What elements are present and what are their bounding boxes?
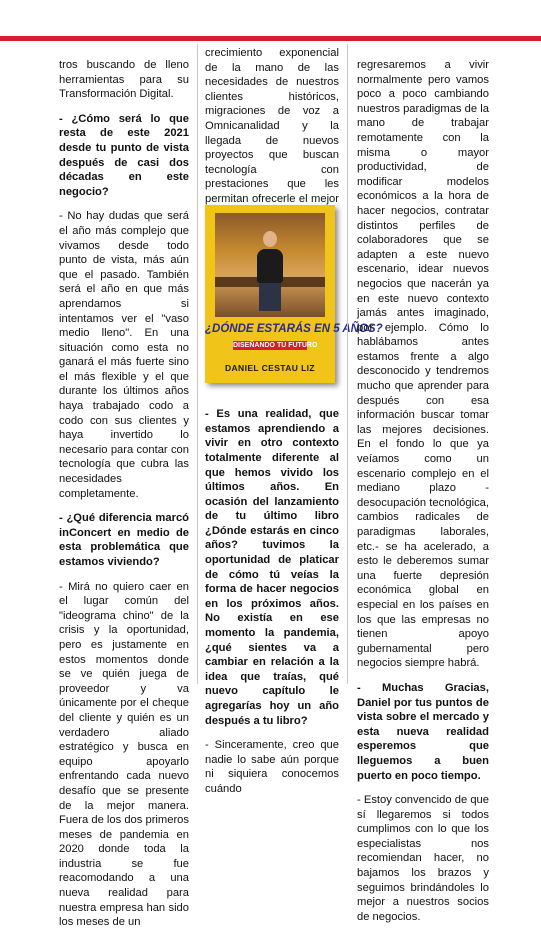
- column-divider: [197, 44, 198, 684]
- column-1: [59, 58, 189, 940]
- person-head-shape: [263, 231, 277, 247]
- interview-question: - Muchas Gracias, Daniel por tus puntos de vista sobre el mercado y esta nueva realidad esperemos que lleguemos a buen puerto en poco tiempo.: [357, 681, 489, 782]
- person-body-shape: [257, 249, 283, 283]
- column-3: [357, 58, 489, 934]
- book-cover-image: [205, 205, 383, 383]
- top-red-bar: [0, 36, 541, 41]
- column-2: [205, 46, 383, 807]
- interview-answer: - Mirá no quiero caer en el lugar común del "ideograma chino" de la crisis y la oportunidad, pero es justamente en estos momentos donde se ve quién juega de proveedor y va únicamente por el cheque del cliente y quién es un verdadero aliado estratégico y busca en equipo apoyarlo enfrentando cada nuevo desafío que se presente de la mejor manera. Fuera de los dos primeros meses de pandemia en 2020 donde toda la industria se fue reacomodando a una nueva realidad para nuestra empresa han sido los meses de un: [59, 580, 189, 929]
- interview-answer: - No hay dudas que será el año más complejo que vivamos desde todo punto de vista, más aún que el pasado. También será el año en que más aprendamos si intentamos ver el "vaso medio lleno". En una situación como esta no ganará el más fuerte sino el más flexible y el que durante los últimos años haya trabajado codo a codo con sus clientes y haya invertido lo necesario para contar con tecnología que cubra las necesidades completamente.: [59, 210, 189, 500]
- interview-question: - ¿Cómo será lo que resta de este 2021 desde tu punto de vista después de casi dos décadas en este negocio?: [59, 112, 189, 198]
- paragraph: regresaremos a vivir normalmente pero vamos poco a poco cambiando nuestros paradigmas de la mano de trabajar remotamente con la misma o mayor productividad, de modificar modelos económicos a la hora de hacer negocios, contratar distintos perfiles de colaboradores que se adapten a este nuevo escenario, idear nuevos negocios que nacerán ya en este nuevo contexto jamás antes imaginado, por ejemplo. Cómo lo hablábamos antes estamos frente a algo desconocido y tendremos mucho que aprender para después con esa información buscar tomar las mejores decisiones. En el fondo lo que ya veíamos como un escenario complejo en el mediano plazo -desocupación tecnológica, cambios radicales de paradigmas laborales, etc.- se ha acelerado, a esto le deberemos sumar una fuerte depresión económica global en especial en los países en los que las empresas no tienen apoyo gubernamental pero negocios siempre habrá.: [357, 59, 489, 670]
- interview-question: - ¿Qué diferencia marcó inConcert en medio de esta problemática que estamos viviendo?: [59, 512, 189, 568]
- book-author: DANIEL CESTAU LIZ: [224, 363, 316, 373]
- paragraph: tros buscando de lleno herramientas para su Transformación Digital.: [59, 59, 189, 101]
- paragraph: crecimiento exponencial de la mano de las necesidades de nuestros clientes históricos, migraciones de voz a Omnicanalidad y la llegada de nuevos proyectos que buscan tecnología con prestaciones que les permitan ofrecerle el mejor: [205, 47, 339, 205]
- book-subtitle: DISEÑANDO TU FUTURO: [233, 342, 318, 349]
- person-legs-shape: [259, 281, 281, 311]
- interview-answer: - Sinceramente, creo que nadie lo sabe aún porque ni siquiera conocemos cuándo: [205, 739, 339, 795]
- author-photo: [215, 213, 325, 317]
- interview-answer: - Estoy convencido de que sí llegaremos si todos cumplimos con lo que los especialistas nos recomiendan hacer, no bajamos los brazos y seguimos brindándoles lo mejor a nuestros socios de negocios.: [357, 794, 489, 923]
- column-divider: [347, 44, 348, 684]
- interview-question: - Es una realidad, que estamos aprendiendo a vivir en otro contexto totalmente diferente al que hemos vivido los últimos años. En ocasión del lanzamiento de tu último libro ¿Dónde estarás en cinco años? tuvimos la oportunidad de platicar de cómo tú veías la forma de hacer negocios en los próximos años. No existía en ese momento la pandemia, ¿qué sientes va a cambiar en relación a la idea que traías, qué nuevo capítulo le agregarías hoy un año después a tu libro?: [205, 408, 339, 727]
- book-title: ¿DÓNDE ESTARÁS EN 5 AÑOS?: [205, 323, 383, 335]
